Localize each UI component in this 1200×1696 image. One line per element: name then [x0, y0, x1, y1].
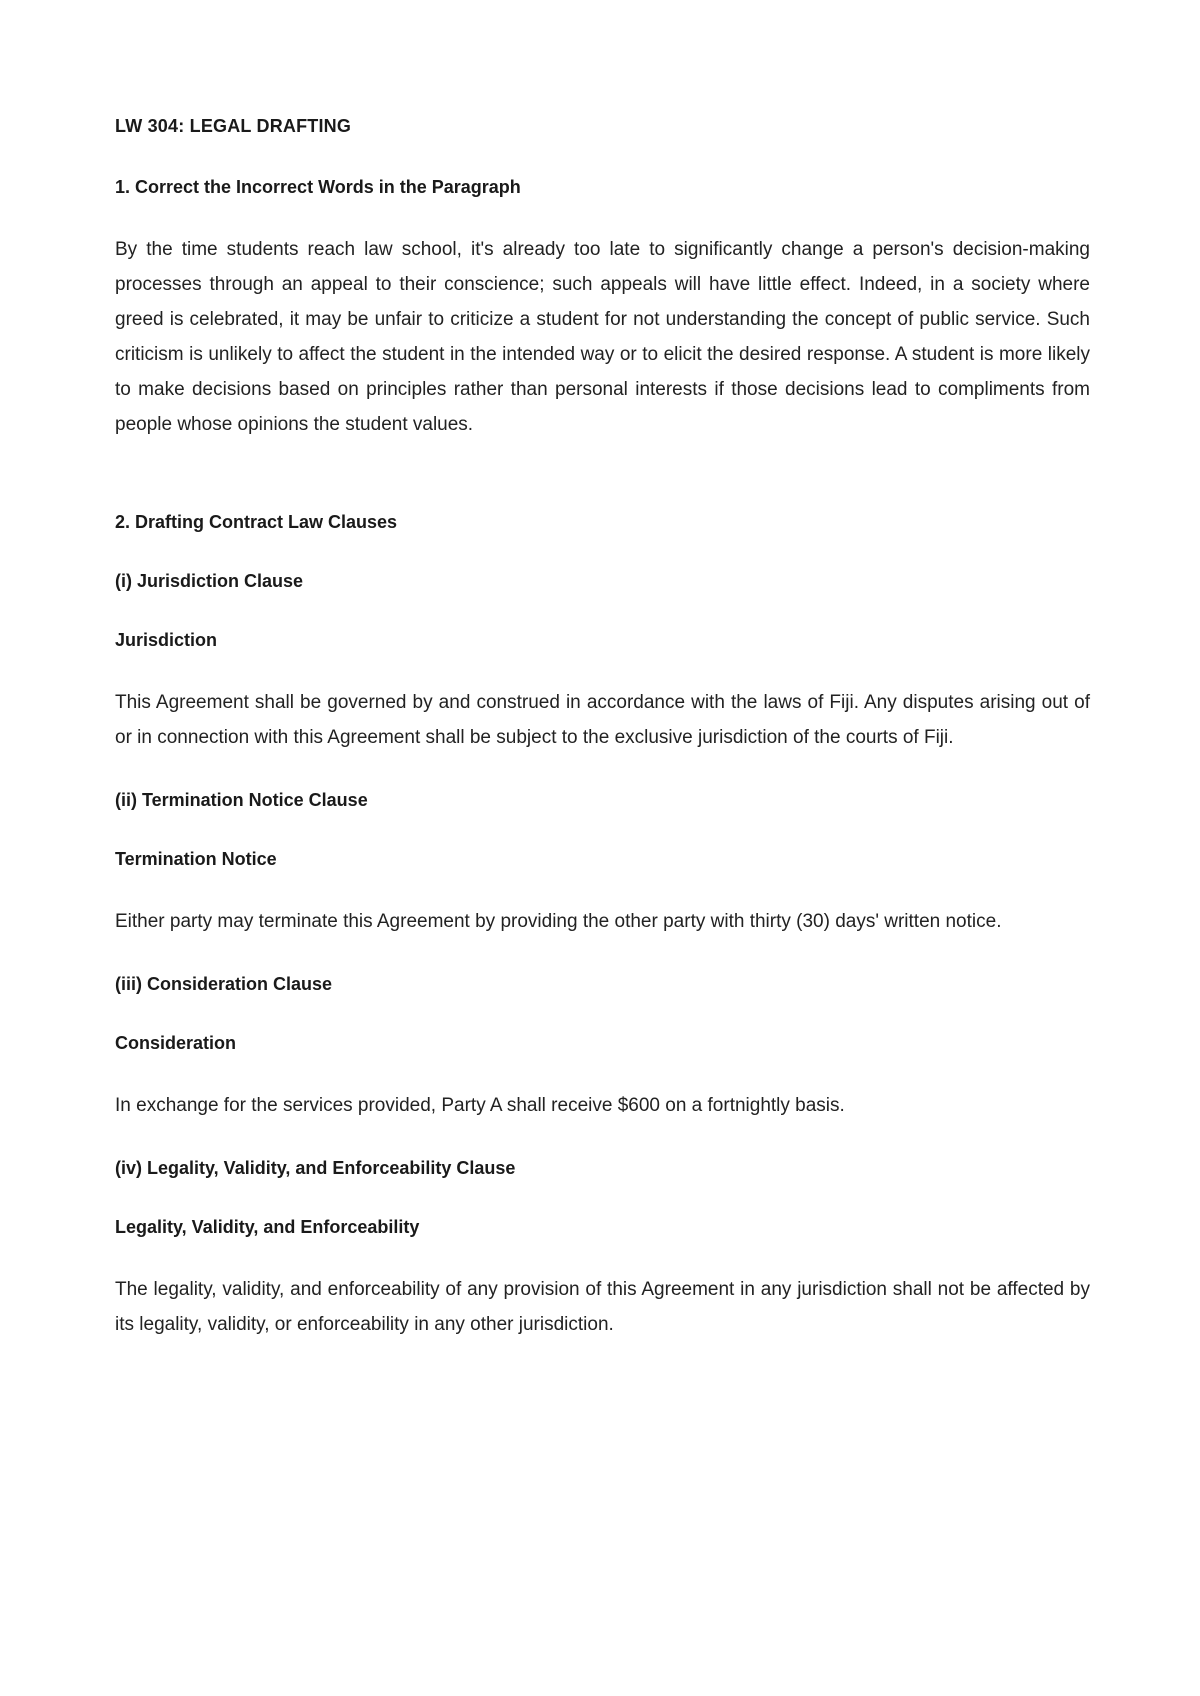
clause-1-title: Jurisdiction [115, 630, 218, 650]
spacer [115, 755, 1090, 786]
spacer [115, 595, 1090, 626]
clause-4-heading: (iv) Legality, Validity, and Enforceability Clause [115, 1158, 516, 1178]
spacer [115, 873, 1090, 904]
clause-3-text: In exchange for the services provided, Party A shall receive $600 on a fortnightly basis. [115, 1095, 845, 1116]
clause-4-text: The legality, validity, and enforceability of any provision of this Agreement in any jurisdiction shall not be affected by its legality, validity, or enforceability in any other jurisdiction. [115, 1279, 1090, 1335]
clause-1-heading: (i) Jurisdiction Clause [115, 571, 304, 591]
section-1-paragraph: By the time students reach law school, it's already too late to significantly change a person's decision-making processes through an appeal to their conscience; such appeals will have little effect. Indeed, in a society where greed is celebrated, it may be unfair to criticize a student for not understanding the concept of public service. Such criticism is unlikely to affect the student in the intended way or to elicit the desired response. A student is more likely to make decisions based on principles rather than personal interests if those decisions lead to compliments from people whose opinions the student values. [115, 239, 1090, 435]
spacer [115, 1182, 1090, 1213]
section-2-heading: 2. Drafting Contract Law Clauses [115, 512, 398, 532]
section-1-heading: 1. Correct the Incorrect Words in the Paragraph [115, 177, 521, 197]
spacer [115, 442, 1090, 508]
spacer [115, 1123, 1090, 1154]
spacer [115, 998, 1090, 1029]
spacer [115, 814, 1090, 845]
spacer [115, 654, 1090, 685]
clause-3-title: Consideration [115, 1033, 237, 1053]
clause-1-text: This Agreement shall be governed by and construed in accordance with the laws of Fiji. Any disputes arising out of or in connection with this Agreement shall be subject to the exclusive jurisdiction of the courts of Fiji. [115, 692, 1090, 748]
clause-2-text: Either party may terminate this Agreement by providing the other party with thirty (30) days' written notice. [115, 911, 1002, 932]
spacer [115, 939, 1090, 970]
clause-4-title: Legality, Validity, and Enforceability [115, 1217, 420, 1237]
clause-2-heading: (ii) Termination Notice Clause [115, 790, 368, 810]
clause-3-heading: (iii) Consideration Clause [115, 974, 333, 994]
spacer [115, 140, 1090, 173]
document-body [115, 112, 1090, 1342]
document-title: LW 304: LEGAL DRAFTING [115, 116, 352, 136]
clause-2-title: Termination Notice [115, 849, 277, 869]
spacer [115, 1057, 1090, 1088]
spacer [115, 536, 1090, 567]
spacer [115, 201, 1090, 232]
spacer [115, 1241, 1090, 1272]
